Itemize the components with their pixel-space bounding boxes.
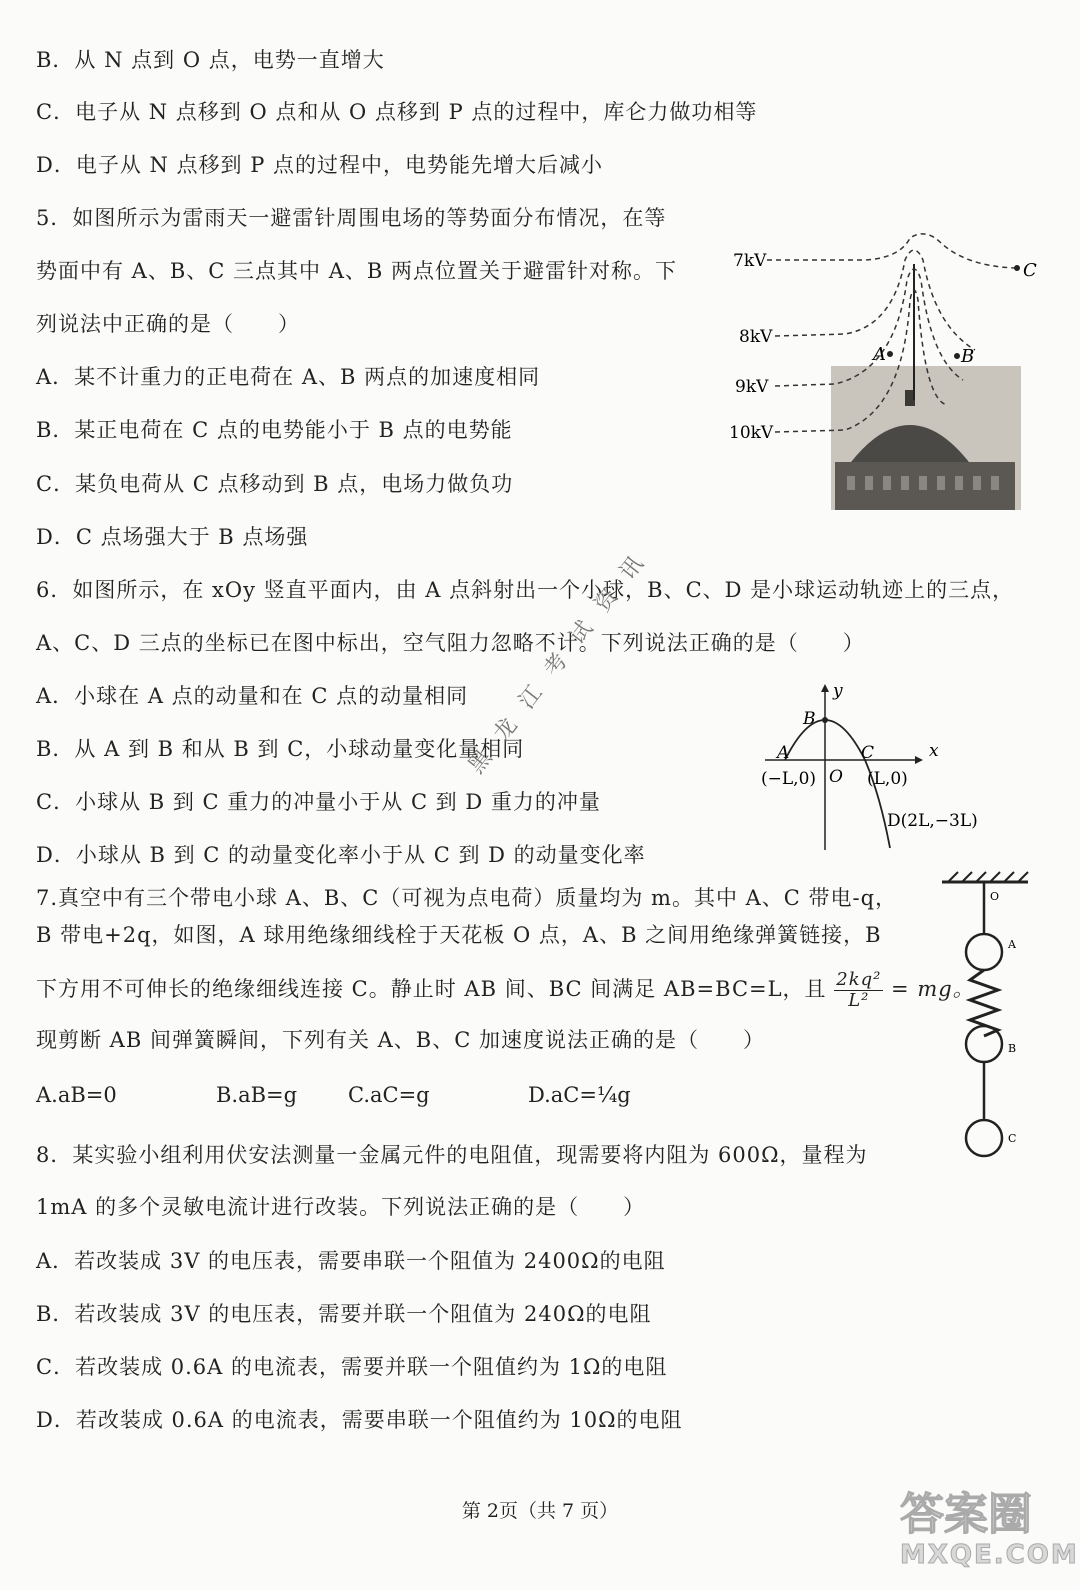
ball-a <box>966 934 1002 970</box>
q7-condition-prefix: 下方用不可伸长的绝缘细线连接 C。静止时 AB 间、BC 间满足 AB=BC=L，且 <box>36 977 827 1001</box>
text-line-q7d: 现剪断 AB 间弹簧瞬间，下列有关 A、B、C 加速度说法正确的是（ ） <box>36 1028 765 1052</box>
q7-option-b: B.aB=g <box>216 1083 298 1107</box>
text-line-q8a: 8．某实验小组利用伏安法测量一金属元件的电阻值，现需要将内阻为 600Ω，量程为 <box>36 1143 868 1167</box>
label-b: B <box>961 346 975 367</box>
text-line-q8ob: B．若改装成 3V 的电压表，需要并联一个阻值为 240Ω的电阻 <box>36 1302 652 1326</box>
q7-condition-line <box>36 970 975 1011</box>
label-c: C <box>861 743 875 763</box>
ball-b <box>966 1026 1002 1062</box>
q7-option-c: C.aC=g <box>348 1083 430 1107</box>
text-line-q5c: 列说法中正确的是（ ） <box>36 312 300 336</box>
point-a <box>887 351 893 357</box>
label-ball-a: A <box>1008 938 1016 951</box>
text-line-q6ob: B．从 A 到 B 和从 B 到 C，小球动量变化量相同 <box>36 737 525 761</box>
text-line-q8oc: C．若改装成 0.6A 的电流表，需要并联一个阻值约为 1Ω的电阻 <box>36 1355 668 1379</box>
text-line-q6oa: A．小球在 A 点的动量和在 C 点的动量相同 <box>36 684 469 708</box>
label-ball-c: C <box>1008 1132 1017 1145</box>
point-b <box>954 353 960 359</box>
label-y: y <box>833 681 843 701</box>
text-line-q4c: C．电子从 N 点移到 O 点和从 O 点移到 P 点的过程中，库仑力做功相等 <box>36 100 758 124</box>
equipotential-8kv <box>775 250 975 350</box>
text-line-q5od: D．C 点场强大于 B 点场强 <box>36 525 309 549</box>
label-b: B <box>803 709 816 729</box>
label-ball-b: B <box>1008 1042 1017 1055</box>
text-line-q4b: B．从 N 点到 O 点，电势一直增大 <box>36 48 385 72</box>
diagonal-watermark: 黑 龙 江 考 试 资 讯 <box>463 547 653 779</box>
label-a: A <box>777 743 790 763</box>
text-line-q8oa: A．若改装成 3V 的电压表，需要串联一个阻值为 2400Ω的电阻 <box>36 1249 666 1273</box>
text-line-q7a: 7.真空中有三个带电小球 A、B、C（可视为点电荷）质量均为 m。其中 A、C 带电-q， <box>36 886 898 910</box>
equipotential-7kv <box>767 234 1015 268</box>
text-line-q6oc: C．小球从 B 到 C 重力的冲量小于从 C 到 D 重力的冲量 <box>36 790 601 814</box>
text-line-q6od: D．小球从 B 到 C 的动量变化率小于从 C 到 D 的动量变化率 <box>36 843 646 867</box>
label-7kv: 7kV <box>733 251 767 271</box>
coord-c: (L,0) <box>867 769 908 789</box>
text-line-q8b: 1mA 的多个灵敏电流计进行改装。下列说法正确的是（ ） <box>36 1195 646 1219</box>
text-line-q5a: 5．如图所示为雷雨天一避雷针周围电场的等势面分布情况，在等 <box>36 206 667 230</box>
q6-trajectory-figure <box>755 680 1000 855</box>
coord-d: D(2L,−3L) <box>887 811 978 831</box>
q7-option-a: A.aB=0 <box>36 1083 117 1107</box>
label-c: C <box>1023 260 1037 281</box>
point-c <box>1014 265 1020 271</box>
q7-fraction-denominator: L² <box>848 990 870 1011</box>
text-line-q6b: A、C、D 三点的坐标已在图中标出，空气阻力忽略不计。下列说法正确的是（ ） <box>36 631 865 655</box>
q7-condition-suffix: = mg。 <box>891 977 975 1001</box>
watermark-logo: 答案圈 <box>900 1489 1032 1540</box>
q7-fraction-numerator: 2kq² <box>836 969 882 990</box>
q7-spring-figure <box>940 868 1040 1168</box>
point-b <box>822 717 828 723</box>
watermark-url: MXQE.COM <box>900 1540 1079 1570</box>
text-line-q5b: 势面中有 A、B、C 三点其中 A、B 两点位置关于避雷针对称。下 <box>36 259 677 283</box>
label-x: x <box>929 741 939 761</box>
ball-c <box>966 1120 1002 1156</box>
text-line-q8od: D．若改装成 0.6A 的电流表，需要串联一个阻值约为 10Ω的电阻 <box>36 1408 683 1432</box>
q7-option-d: D.aC=¼g <box>528 1083 631 1107</box>
text-line-q6a: 6．如图所示，在 xOy 竖直平面内，由 A 点斜射出一个小球，B、C、D 是小球运动轨迹上的三点， <box>36 578 1015 602</box>
text-line-q4d: D．电子从 N 点移到 P 点的过程中，电势能先增大后减小 <box>36 153 604 177</box>
q7-fraction <box>834 970 883 1011</box>
label-10kv: 10kV <box>729 423 774 443</box>
text-line-q5oa: A．某不计重力的正电荷在 A、B 两点的加速度相同 <box>36 365 541 389</box>
label-o: O <box>990 890 1000 903</box>
label-origin: O <box>829 767 843 787</box>
text-line-q7b: B 带电+2q，如图，A 球用绝缘细线栓于天花板 O 点，A、B 之间用绝缘弹簧链接，B <box>36 923 882 947</box>
coord-a: (−L,0) <box>761 769 817 789</box>
page-footer: 第 2页（共 7 页） <box>461 1500 619 1522</box>
label-8kv: 8kV <box>739 327 773 347</box>
q5-lightning-rod-figure <box>725 230 1045 515</box>
label-9kv: 9kV <box>735 377 769 397</box>
label-a: A <box>873 344 886 365</box>
text-line-q5ob: B．某正电荷在 C 点的电势能小于 B 点的电势能 <box>36 418 513 442</box>
text-line-q5oc: C．某负电荷从 C 点移动到 B 点，电场力做负功 <box>36 472 514 496</box>
